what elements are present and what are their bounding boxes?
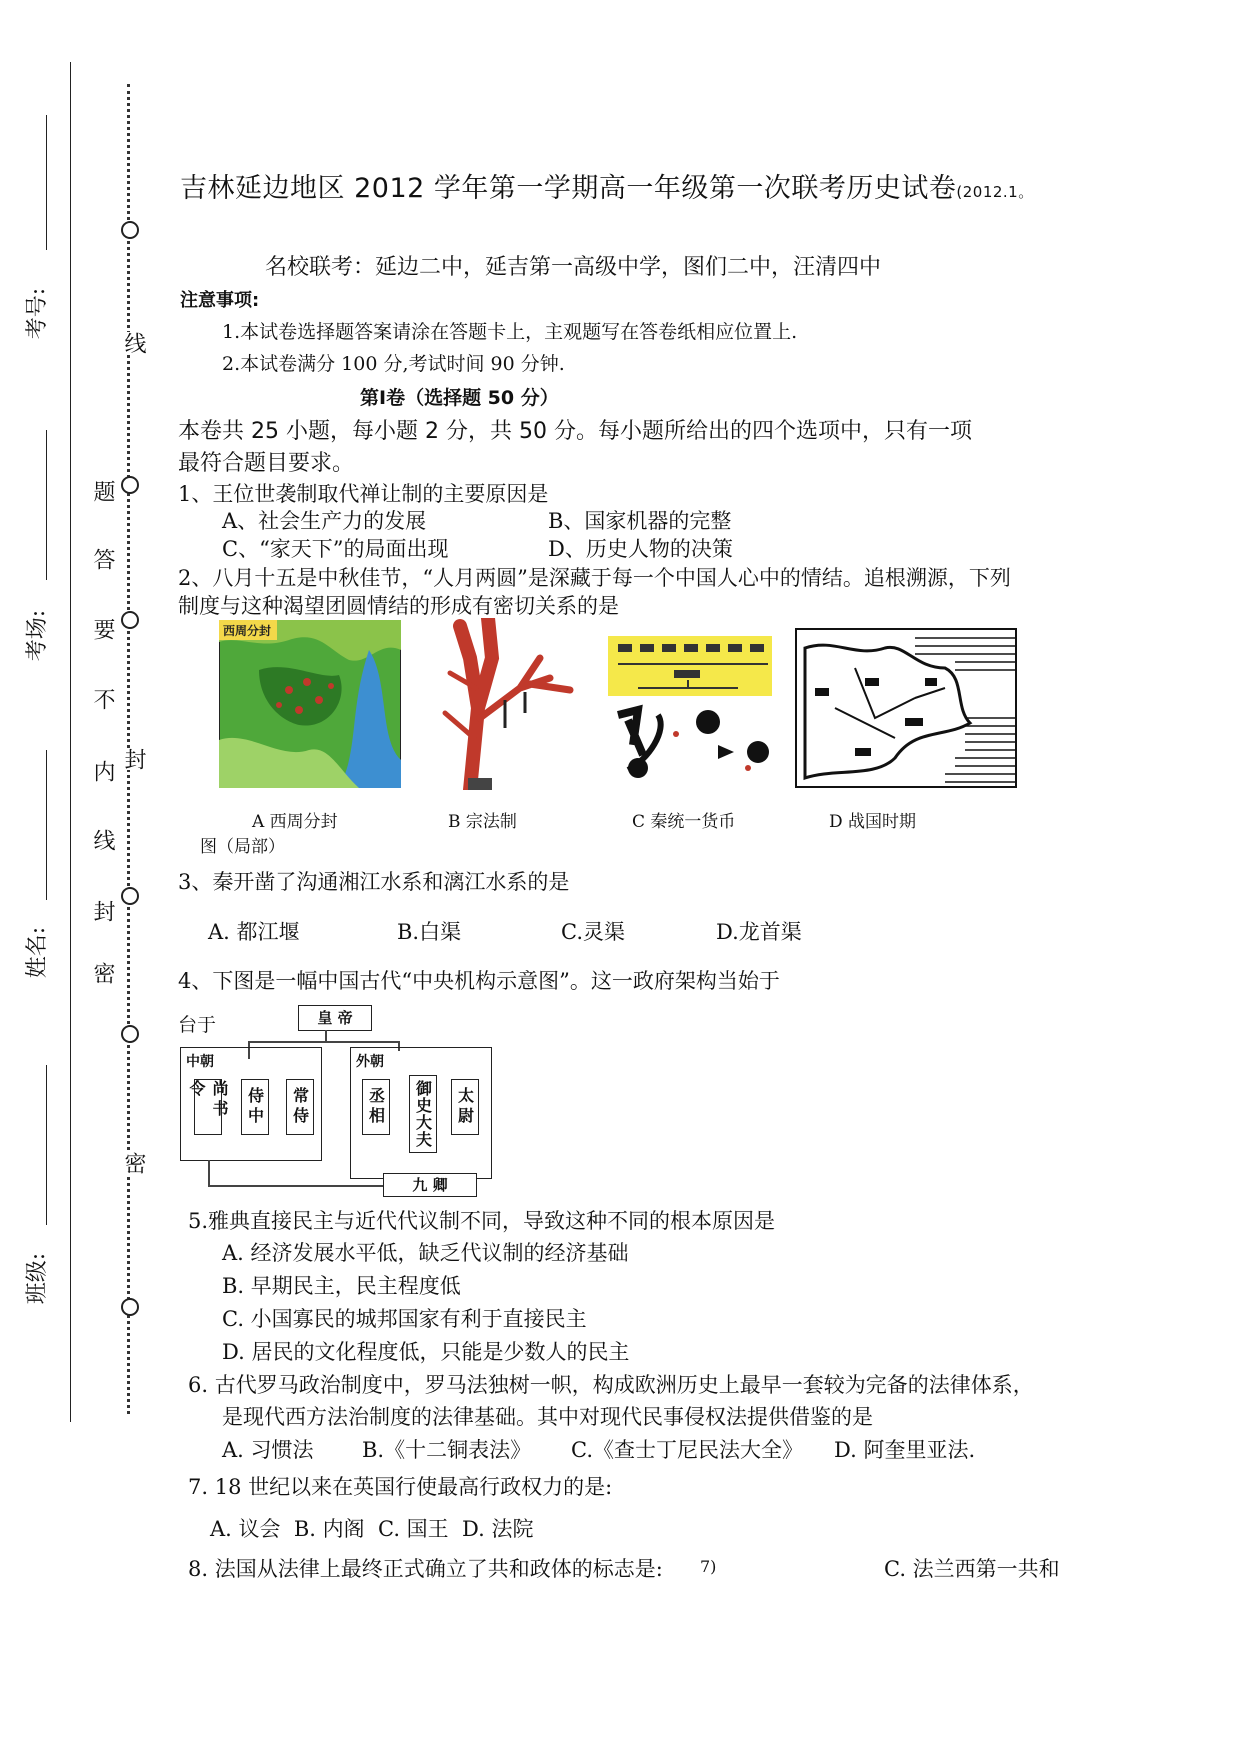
diagram-post: 丞相 <box>362 1079 390 1135</box>
image-caption-extra: 图（局部） <box>200 837 285 857</box>
section-intro: 最符合题目要求。 <box>178 451 355 476</box>
option-d: D. 阿奎里亚法. <box>834 1438 976 1462</box>
seal-notice-char: 内 <box>90 760 115 782</box>
option-c: C.《查士丁尼民法大全》 <box>571 1438 803 1462</box>
option-c: C、“家天下”的局面出现 <box>222 537 449 561</box>
exam-number-underline <box>46 115 47 250</box>
seal-circle <box>121 887 139 905</box>
seal-circle <box>121 476 139 494</box>
stem-fragment: 7) <box>700 1557 717 1576</box>
seal-circle <box>121 1025 139 1043</box>
title-date: (2012.1。 <box>956 183 1034 201</box>
seal-char: 密 <box>118 1152 149 1174</box>
notes-heading: 注意事项: <box>180 290 260 311</box>
section-title: 第Ⅰ卷（选择题 50 分） <box>360 387 559 409</box>
exam-room-label: 考场: <box>25 609 51 662</box>
diagram-post: 尚书令 <box>194 1079 222 1135</box>
image-caption-b: B 宗法制 <box>448 812 517 832</box>
western-zhou-map-image <box>219 620 401 788</box>
name-underline <box>46 750 47 900</box>
seal-notice-char: 不 <box>90 688 115 710</box>
section-intro: 本卷共 25 小题，每小题 2 分，共 50 分。每小题所给出的四个选项中，只有一项 <box>178 419 972 444</box>
seal-circle <box>121 611 139 629</box>
diagram-post: 御史大夫 <box>409 1075 437 1153</box>
class-label: 班级: <box>25 1252 51 1305</box>
seal-circle <box>121 1298 139 1316</box>
image-caption-d: D 战国时期 <box>829 812 917 832</box>
diagram-emperor: 皇 帝 <box>298 1005 372 1031</box>
stem-fragment: 台于 <box>178 1014 217 1036</box>
seal-circle <box>121 221 139 239</box>
note-item: 1.本试卷选择题答案请涂在答题卡上，主观题写在答卷纸相应位置上. <box>222 321 798 343</box>
question-stem: 4、下图是一幅中国古代“中央机构示意图”。这一政府架构当始于 <box>178 969 780 993</box>
qin-currency-image <box>608 630 776 778</box>
name-label: 姓名: <box>25 926 51 979</box>
question-stem: 是现代西方法治制度的法律基础。其中对现代民事侵权法提供借鉴的是 <box>222 1405 873 1429</box>
question-stem: 制度与这种渴望团圆情结的形成有密切关系的是 <box>178 594 619 618</box>
question-stem: 5.雅典直接民主与近代代议制不同，导致这种不同的根本原因是 <box>188 1209 776 1233</box>
question-stem: 7. 18 世纪以来在英国行使最高行政权力的是: <box>188 1475 613 1499</box>
diagram-post: 侍中 <box>241 1079 269 1135</box>
option-b: B.《十二铜表法》 <box>362 1438 532 1462</box>
question-stem: 8. 法国从法律上最终正式确立了共和政体的标志是: <box>188 1557 663 1581</box>
option-c: C. 小国寡民的城邦国家有利于直接民主 <box>222 1307 587 1331</box>
map-title: 西周分封 <box>223 624 272 638</box>
seal-notice-char: 要 <box>90 618 115 640</box>
exam-number-label: 考号: <box>25 287 51 340</box>
option-d: D. 居民的文化程度低，只能是少数人的民主 <box>222 1340 630 1364</box>
image-caption-c: C 秦统一货币 <box>632 812 736 832</box>
diagram-ministers: 九 卿 <box>383 1173 477 1197</box>
page-title <box>180 166 1034 205</box>
option-a: A. 经济发展水平低，缺乏代议制的经济基础 <box>222 1241 629 1265</box>
option-c: C.灵渠 <box>561 920 625 944</box>
title-text: 吉林延边地区 2012 学年第一学期高一年级第一次联考历史试卷 <box>180 173 957 204</box>
class-underline <box>46 1065 47 1225</box>
option-d: D、历史人物的决策 <box>548 537 733 561</box>
seal-notice-char: 封 <box>90 900 115 922</box>
seal-notice-char: 答 <box>90 548 115 570</box>
option-c: C. 法兰西第一共和 <box>884 1557 1060 1581</box>
seal-char: 线 <box>118 332 149 354</box>
diagram-outer-label: 外朝 <box>356 1054 384 1070</box>
warring-states-map-image <box>795 628 1017 788</box>
option-a: A、社会生产力的发展 <box>222 509 427 533</box>
image-caption-a: A 西周分封 <box>252 812 338 832</box>
exam-room-underline <box>46 430 47 580</box>
option-d: D.龙首渠 <box>716 920 802 944</box>
diagram-post: 常侍 <box>286 1079 314 1135</box>
binding-outer-line <box>70 62 71 1422</box>
clan-tree-image <box>430 618 580 790</box>
seal-notice-char: 题 <box>90 480 115 502</box>
option-a: A. 都江堰 <box>208 920 300 944</box>
subtitle: 名校联考：延边二中，延吉第一高级中学，图们二中，汪清四中 <box>265 255 882 280</box>
diagram-post: 太尉 <box>451 1079 479 1135</box>
seal-notice-char: 密 <box>90 962 115 984</box>
central-government-diagram <box>178 1005 498 1195</box>
note-item: 2.本试卷满分 100 分,考试时间 90 分钟. <box>222 353 565 375</box>
question-stem: 1、王位世袭制取代禅让制的主要原因是 <box>178 482 549 506</box>
question-stem: 6. 古代罗马政治制度中，罗马法独树一帜，构成欧洲历史上最早一套较为完备的法律体系， <box>188 1373 1034 1397</box>
diagram-inner-label: 中朝 <box>186 1054 214 1070</box>
seal-char: 封 <box>118 748 149 770</box>
question-stem: 3、秦开凿了沟通湘江水系和漓江水系的是 <box>178 870 570 894</box>
option-b: B、国家机器的完整 <box>548 509 732 533</box>
seal-notice-char: 线 <box>90 829 115 851</box>
option-b: B.白渠 <box>397 920 462 944</box>
question-options: A. 议会 B. 内阁 C. 国王 D. 法院 <box>210 1517 534 1541</box>
option-b: B. 早期民主，民主程度低 <box>222 1274 461 1298</box>
option-a: A. 习惯法 <box>222 1438 314 1462</box>
question-stem: 2、八月十五是中秋佳节，“人月两圆”是深藏于每一个中国人心中的情结。追根溯源，下列 <box>178 566 1011 590</box>
